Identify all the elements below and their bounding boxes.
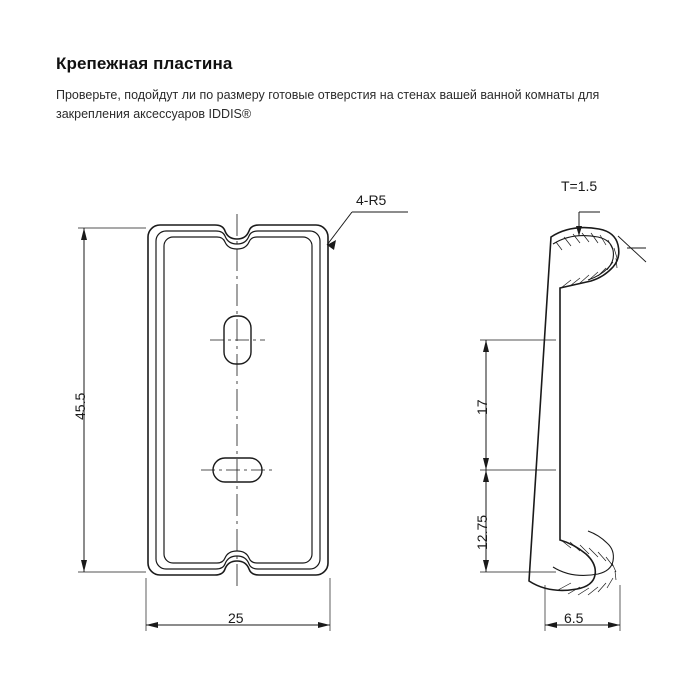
front-outer-outline bbox=[148, 225, 328, 575]
dimension-height bbox=[78, 228, 146, 572]
dimension-label-thickness: T=1.5 bbox=[561, 178, 598, 194]
upper-slot-hole bbox=[210, 316, 265, 364]
dimension-label-height: 45.5 bbox=[72, 392, 88, 420]
dimension-label-lower-height: 12.75 bbox=[474, 514, 490, 550]
page-description: Проверьте, подойдут ли по размеру готовые отверстия на стенах вашей ванной комнаты для закрепления аксессуаров IDDIS® bbox=[56, 88, 600, 121]
dimension-lower-height bbox=[480, 470, 556, 572]
dimension-thickness bbox=[576, 212, 646, 262]
dimension-upper-height bbox=[480, 340, 556, 470]
lower-slot-hole bbox=[201, 458, 275, 482]
dimension-label-width: 25 bbox=[228, 610, 244, 626]
side-profile-outline bbox=[529, 228, 619, 591]
dimension-label-depth: 6.5 bbox=[564, 610, 584, 626]
side-hatching-bottom bbox=[558, 540, 616, 595]
side-inner-line-bottom bbox=[553, 531, 613, 575]
dimension-corner-radius bbox=[327, 212, 408, 250]
front-inner-outline-2 bbox=[164, 237, 312, 563]
page-title: Крепежная пластина bbox=[56, 54, 233, 73]
front-inner-outline-1 bbox=[156, 231, 320, 569]
side-view-group bbox=[480, 212, 646, 631]
dimension-label-upper-height: 17 bbox=[474, 399, 490, 415]
dimension-label-corner-radius: 4-R5 bbox=[356, 192, 387, 208]
front-view-group bbox=[78, 212, 408, 631]
